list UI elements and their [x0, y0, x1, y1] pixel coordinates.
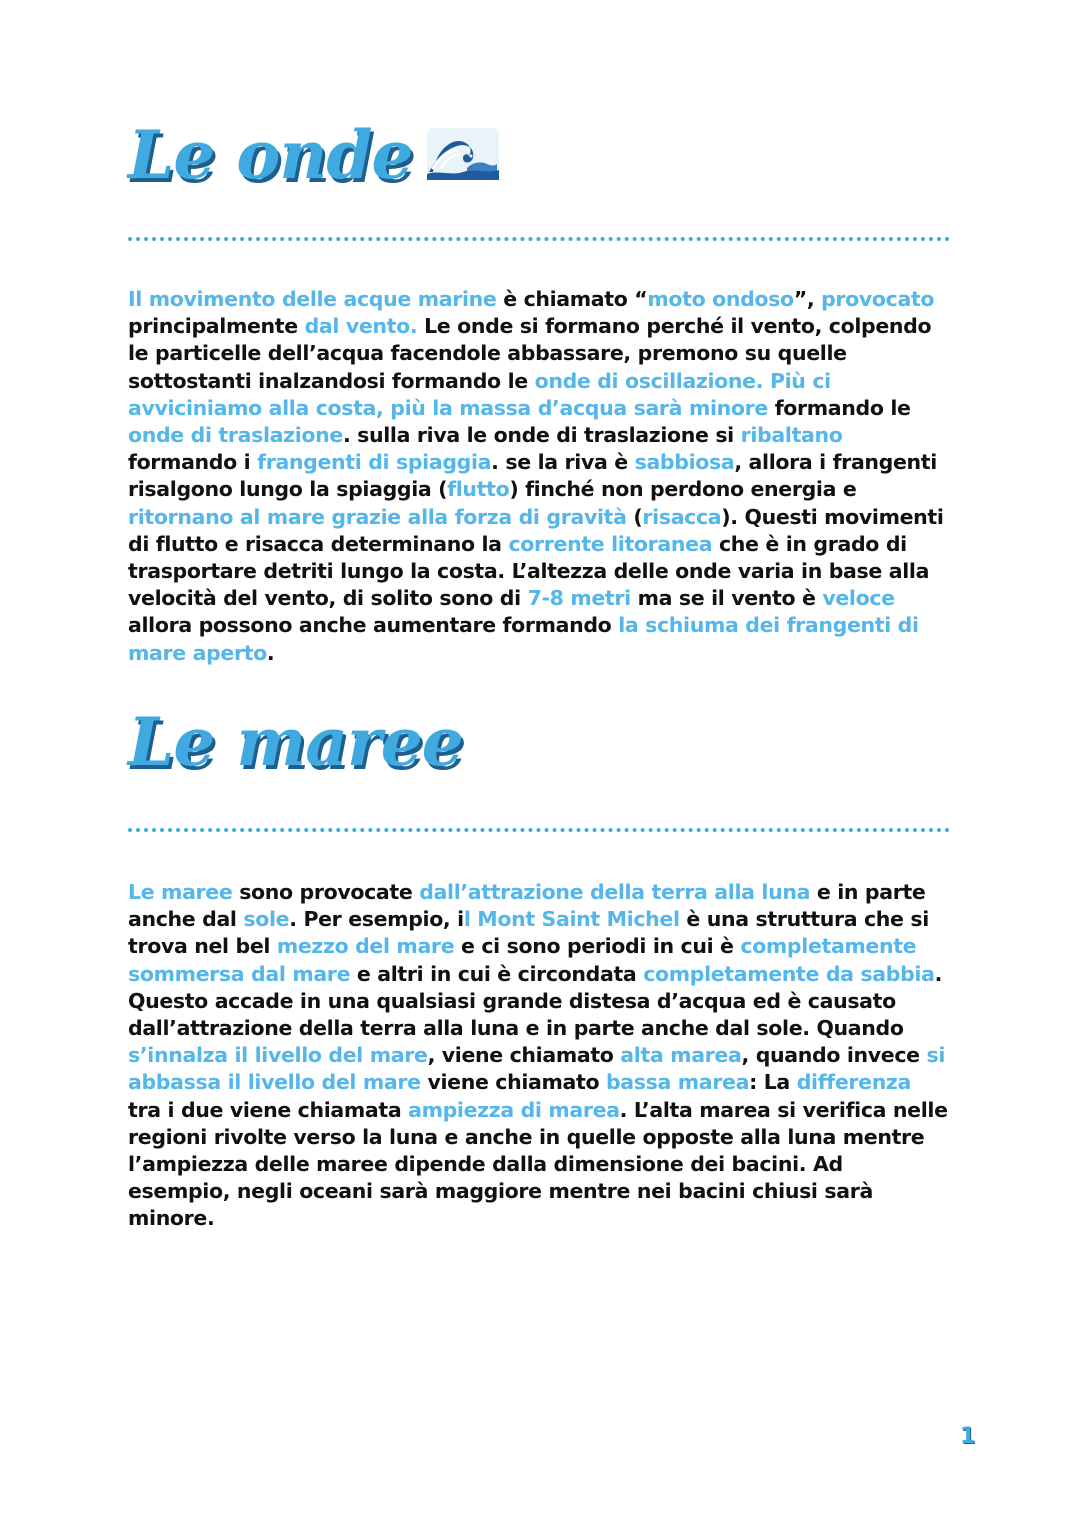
body-text: e altri in cui è circondata	[350, 961, 644, 986]
highlighted-text: onde di oscillazione. Più ci avviciniamo alla costa, più la massa d’acqua sarà minore	[128, 368, 831, 420]
body-text: formando le	[767, 395, 911, 420]
body-text: . sulla riva le onde di traslazione si	[342, 423, 741, 448]
highlighted-text: provocato	[821, 287, 935, 311]
highlighted-text: ribaltano	[740, 423, 843, 448]
highlighted-text: frangenti di spiaggia	[257, 450, 492, 475]
body-text: e ci sono periodi in cui è	[454, 934, 741, 959]
section-divider	[128, 828, 950, 832]
body-text: , quando invece	[741, 1043, 927, 1068]
body-text: formando i	[128, 450, 258, 475]
section-title-onde-text: Le onde	[128, 116, 413, 194]
body-text: principalmente	[128, 314, 305, 339]
body-text: . L’alta marea si verifica nelle regioni rivolte verso la luna e anche in quelle opposte alla luna mentre l’ampiezza delle maree dipende dalla dimensione dei bacini. Ad esempio, negli oceani sarà maggiore mentre nei bacini chiusi sarà minore.	[128, 1097, 948, 1231]
highlighted-text: dall’attrazione della terra alla luna	[419, 880, 811, 904]
highlighted-text: dal vento.	[304, 314, 418, 339]
highlighted-text: ampiezza di marea	[408, 1097, 620, 1122]
body-text: . se la riva è	[491, 450, 635, 475]
body-text: : La	[749, 1070, 797, 1095]
highlighted-text: veloce	[822, 586, 895, 611]
body-text: Le onde si formano perché il vento, colpendo le particelle dell’acqua facendole abbassare, premono su quelle sottostanti inalzandosi formando le	[128, 314, 932, 393]
section-title-maree	[128, 702, 463, 782]
body-text: , viene chiamato	[427, 1043, 621, 1068]
highlighted-text: flutto	[447, 477, 510, 502]
body-text: sono provocate	[232, 880, 420, 904]
section-divider	[128, 237, 950, 241]
ocean-wave-icon	[427, 117, 499, 197]
paragraph-onde	[128, 286, 950, 667]
body-text: , allora i frangenti risalgono lungo la spiaggia (	[128, 450, 937, 502]
body-text: allora possono anche aumentare formando	[128, 613, 619, 638]
highlighted-text: differenza	[796, 1070, 912, 1095]
body-text: viene chiamato	[420, 1070, 606, 1095]
highlighted-text: completamente da sabbia	[643, 961, 935, 986]
body-text: (	[626, 504, 643, 529]
paragraph-maree	[128, 879, 950, 1233]
highlighted-text: l Mont Saint Michel	[463, 907, 680, 932]
body-text: . Questo accade in una qualsiasi grande distesa d’acqua ed è causato dall’attrazione della terra alla luna e in parte anche dal sole. Quando	[128, 961, 943, 1041]
highlighted-text: onde di traslazione	[128, 423, 343, 448]
highlighted-text: risacca	[642, 504, 722, 529]
highlighted-text: 7-8 metri	[527, 586, 631, 611]
highlighted-text: moto ondoso	[647, 287, 794, 311]
page-number: 1	[960, 1424, 976, 1449]
body-text: ) finché non perdono energia e	[509, 477, 857, 502]
section-title-maree-text: Le maree	[128, 703, 463, 781]
highlighted-text: Le maree	[128, 880, 233, 904]
body-text: .	[266, 640, 275, 665]
highlighted-text: s’innalza il livello del mare	[128, 1043, 428, 1068]
body-text: e in parte anche dal	[128, 880, 926, 932]
highlighted-text: sole	[243, 907, 290, 932]
highlighted-text: corrente litoranea	[508, 531, 713, 556]
highlighted-text: la schiuma dei frangenti di mare aperto	[128, 613, 919, 665]
highlighted-text: Il movimento delle acque marine	[128, 287, 497, 311]
highlighted-text: completamente sommersa dal mare	[128, 934, 917, 986]
body-text: che è in grado di trasportare detriti lungo la costa. L’altezza delle onde varia in base alla velocità del vento, di solito sono di	[128, 531, 930, 611]
highlighted-text: mezzo del mare	[276, 934, 455, 959]
section-title-onde	[128, 115, 499, 197]
body-text: tra i due viene chiamata	[128, 1097, 409, 1122]
highlighted-text: sabbiosa	[634, 450, 735, 475]
highlighted-text: alta marea	[620, 1043, 742, 1068]
body-text: ”,	[793, 287, 822, 311]
body-text: è una struttura che si trova nel bel	[128, 907, 929, 959]
body-text: . Per esempio, i	[289, 907, 464, 932]
body-text: ). Questi movimenti di flutto e risacca determinano la	[128, 504, 944, 556]
highlighted-text: bassa marea	[605, 1070, 750, 1095]
highlighted-text: si abbassa il livello del mare	[128, 1043, 945, 1095]
body-text: è chiamato “	[496, 287, 648, 311]
highlighted-text: ritornano al mare grazie alla forza di gravità	[128, 504, 627, 529]
body-text: ma se il vento è	[630, 586, 823, 611]
